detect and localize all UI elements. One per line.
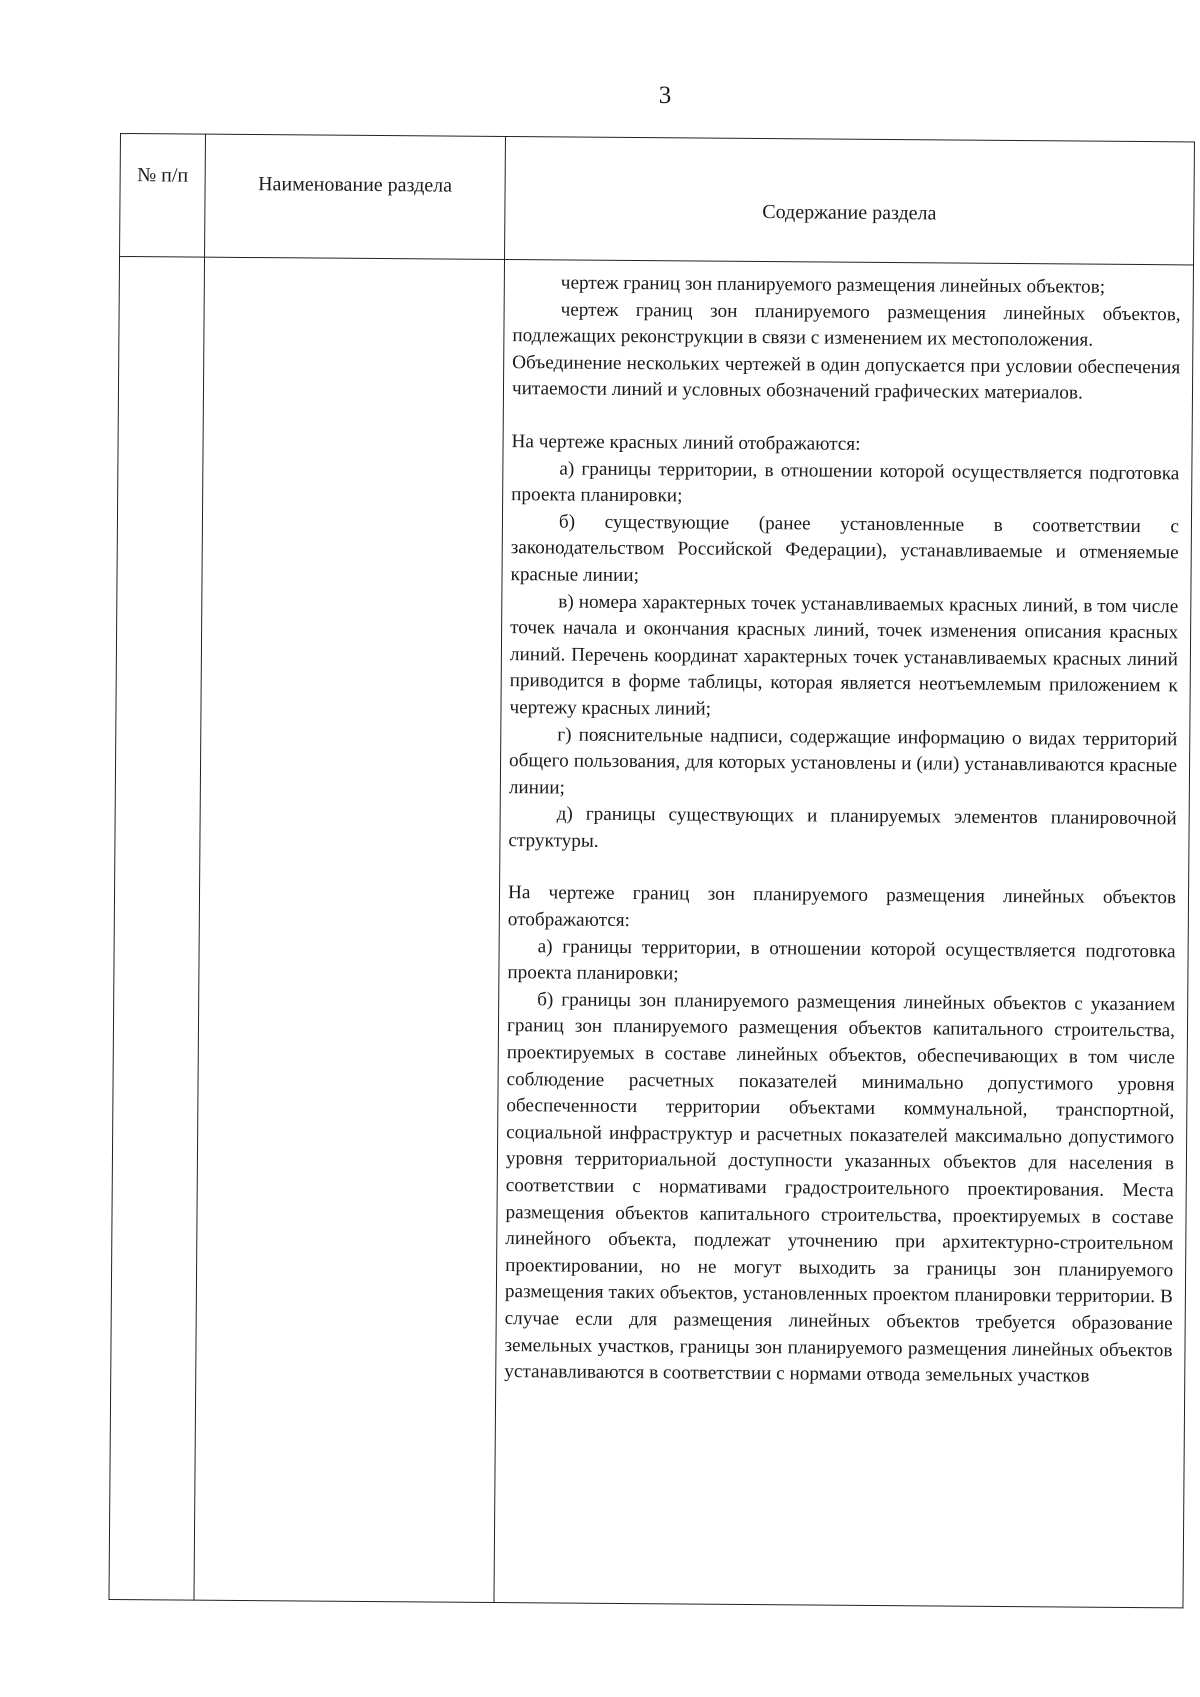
content-paragraph: чертеж границ зон планируемого размещения линейных объектов; xyxy=(560,272,1106,298)
section-content-body xyxy=(504,270,1181,1391)
document-sheet xyxy=(108,133,1194,1608)
content-paragraph: а) границы территории, в отношении которой осуществляется подготовка проекта планировки; xyxy=(507,935,1176,985)
sections-table xyxy=(108,133,1194,1608)
content-paragraph: б) границы зон планируемого размещения линейных объектов с указанием границ зон планируемого размещения объектов капитального строительства, проектируемых в составе линейных объектов, обеспечивающих в том числе соблюдение расчетных показателей минимально допустимого уровня обеспеченности территории объектами коммунальной, транспортной, социальной инфраструктур и расчетных показателей максимально допустимого уровня территориальной доступности указанных объектов для населения в соответствии с нормативами градостроительного проектирования. Места размещения объектов капитального строительства, проектируемых в составе линейного объекта, подлежат уточнению при архитектурно-строительном проектировании, но не могут выходить за границы зон планируемого размещения таких объектов, установленных проектом планировки территории. В случае если для размещения линейных объектов требуется образование земельных участков, границы зон планируемого размещения линейных объектов устанавливаются в соответствии с нормами отвода земельных участков xyxy=(504,989,1176,1387)
table-header-row xyxy=(120,134,1195,265)
page-number-text: 3 xyxy=(658,82,672,109)
content-paragraph: а) границы территории, в отношении которой осуществляется подготовка проекта планировки; xyxy=(511,458,1180,507)
content-paragraph: д) границы существующих и планируемых элементов планировочной структуры. xyxy=(508,803,1177,852)
content-paragraph: б) существующие (ранее установленные в соответствии с законодательством Российской Федерации), устанавливаемые и отменяемые красные линии; xyxy=(510,511,1180,587)
number-cell xyxy=(109,257,205,1601)
content-paragraph: г) пояснительные надписи, содержащие информацию о видах территорий общего пользования, для которых установлены и (или) устанавливаются красные линии; xyxy=(508,723,1178,799)
content-paragraph: в) номера характерных точек устанавливаемых красных линий, в том числе точек начала и окончания красных линий, точек изменения описания красных линий. Перечень координат характерных точек устанавливаемых красных линий приводится в форме таблицы, которая является неотъемлемым приложением к чертежу красных линий; xyxy=(509,590,1179,720)
section-content-cell xyxy=(494,260,1194,1608)
page-number xyxy=(0,82,1200,110)
header-number: № п/п xyxy=(120,134,206,258)
content-paragraph: Объединение нескольких чертежей в один допускается при условии обеспечения читаемости линий и условных обозначений графических материалов. xyxy=(511,351,1181,404)
header-section-content: Содержание раздела xyxy=(505,137,1195,265)
header-section-name: Наименование раздела xyxy=(205,134,506,259)
content-paragraph: На чертеже красных линий отображаются: xyxy=(511,431,861,455)
section-name-cell xyxy=(194,257,505,1602)
content-paragraph: На чертеже границ зон планируемого размещения линейных объектов отображаются: xyxy=(507,882,1177,932)
table-row xyxy=(109,257,1194,1608)
content-paragraph: чертеж границ зон планируемого размещения линейных объектов, подлежащих реконструкции в связи с изменением их местоположения. xyxy=(512,299,1181,351)
